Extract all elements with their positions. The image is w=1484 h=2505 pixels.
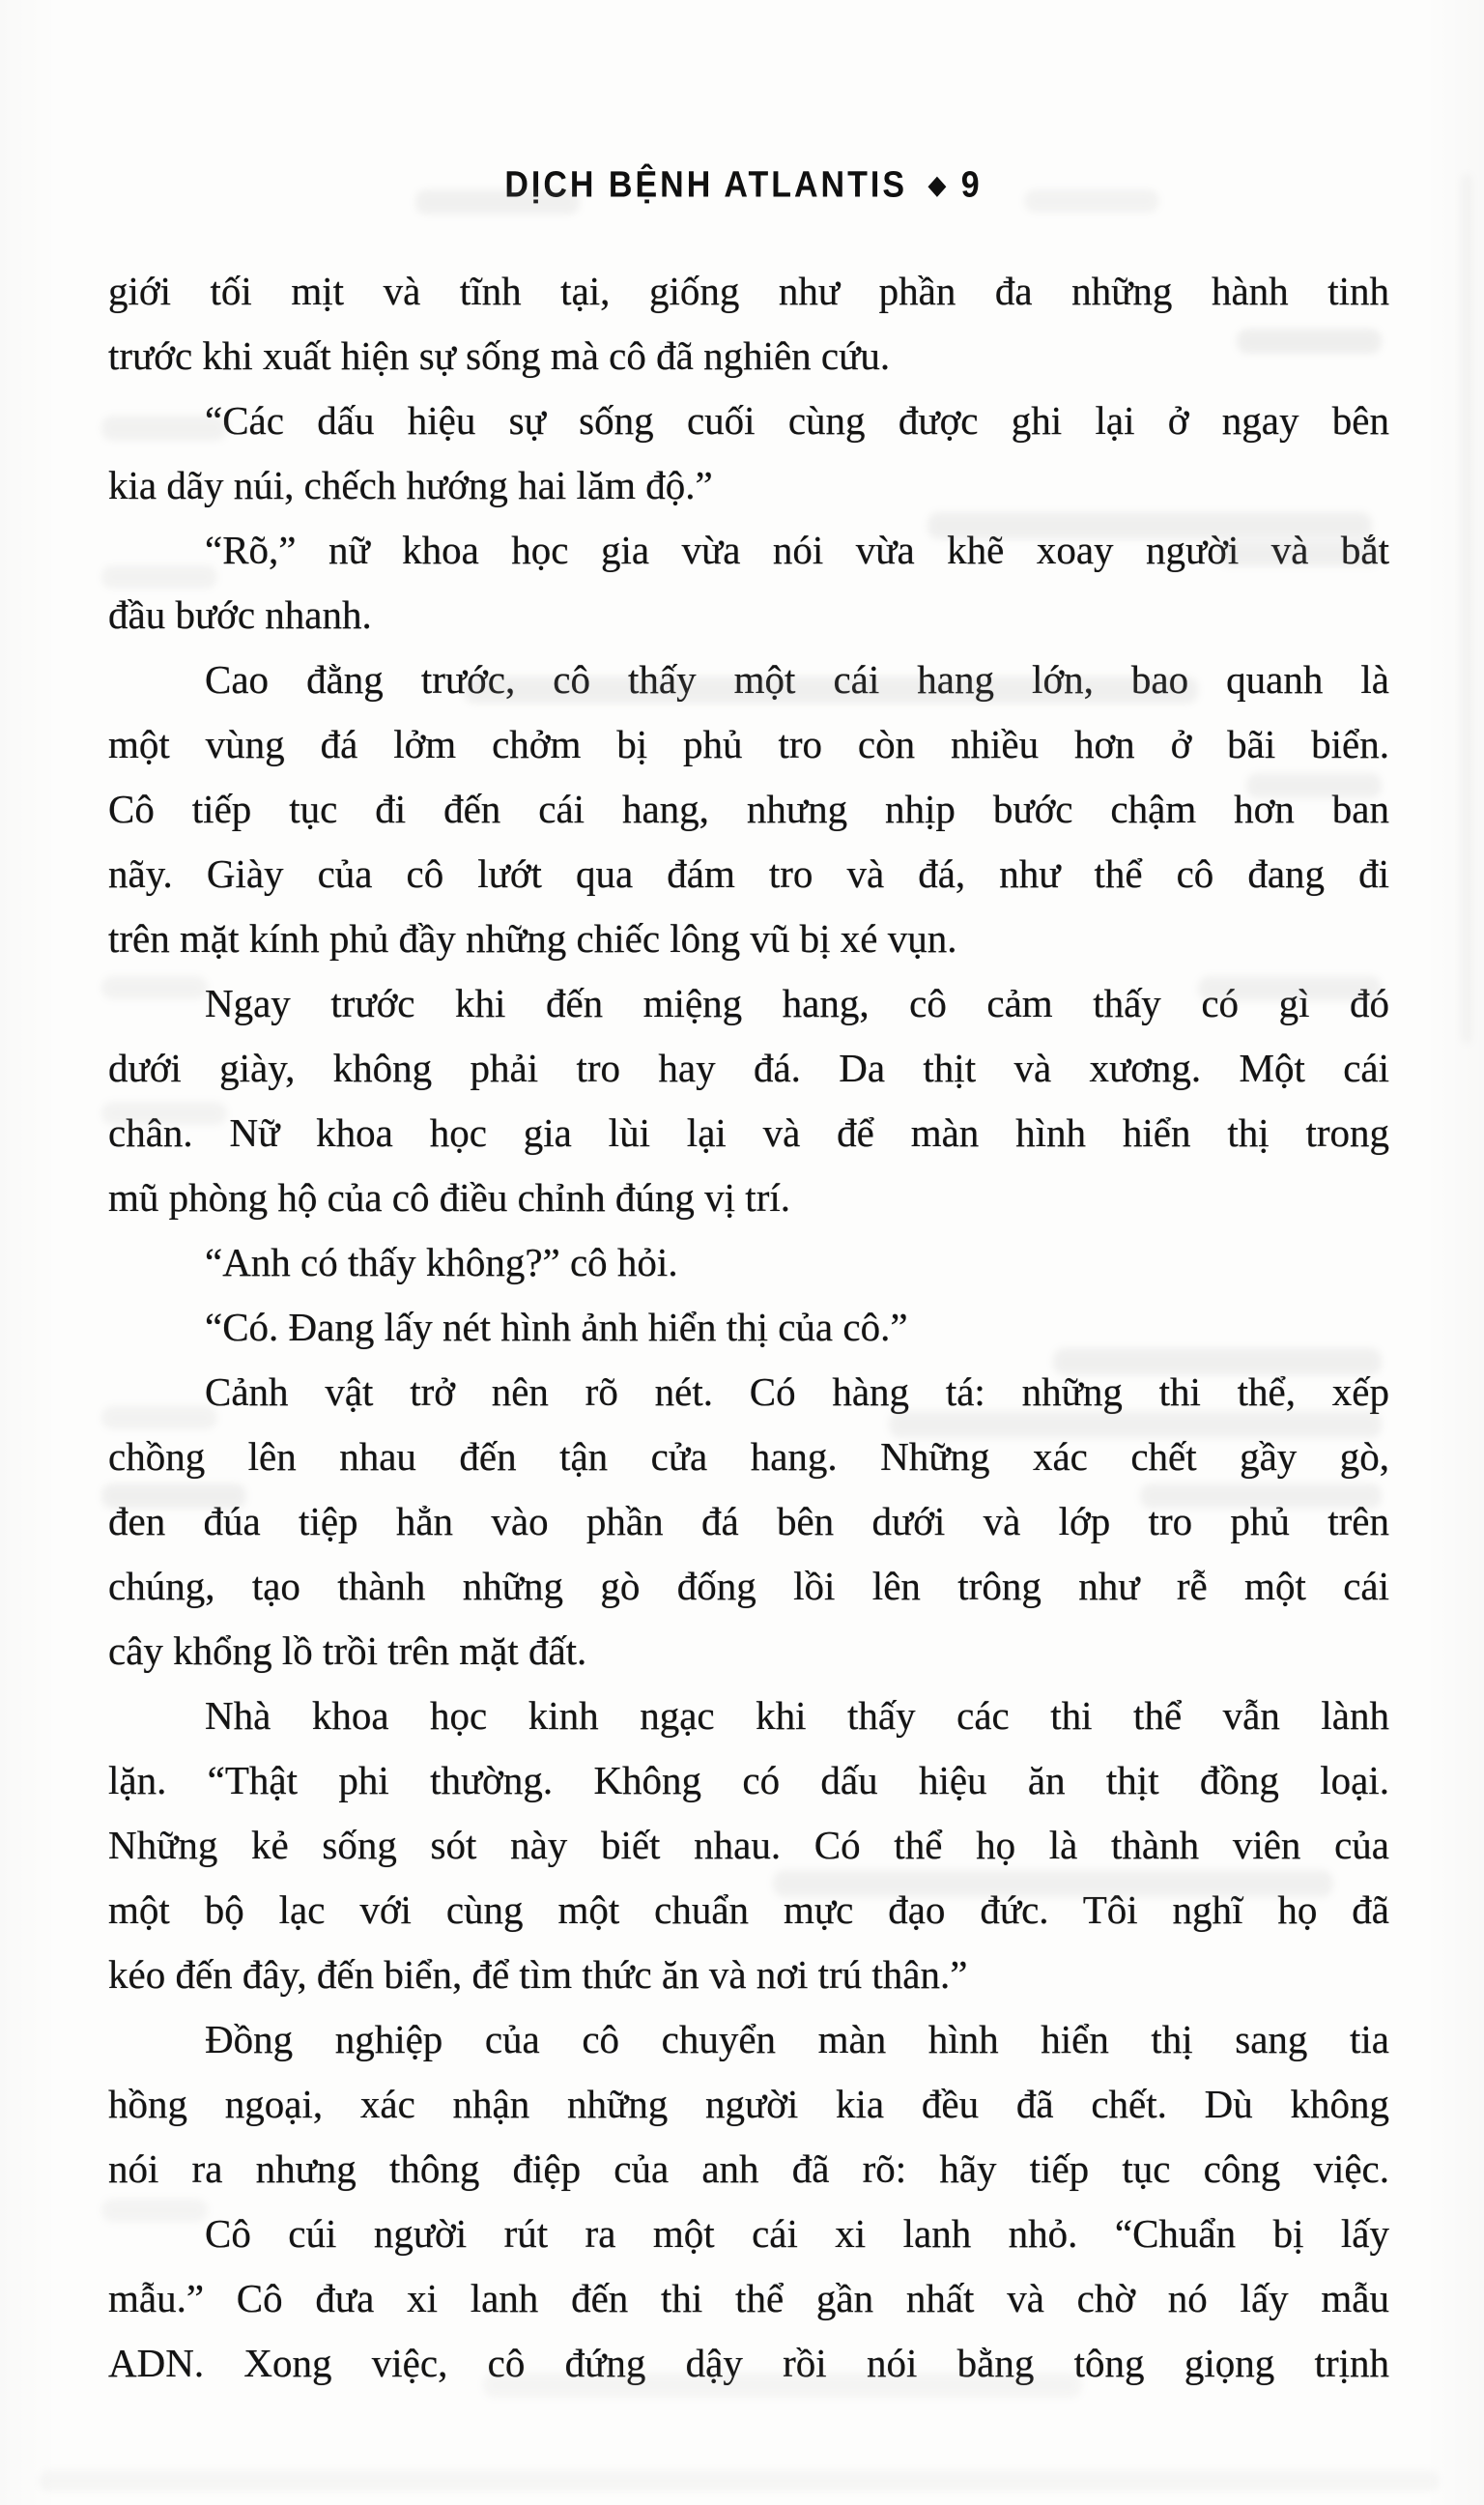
text-line: đầu bước nhanh.: [108, 592, 372, 637]
text-line: chồng lên nhau đến tận cửa hang. Những xác chết gầy gò,: [108, 1434, 1389, 1479]
text-line: chúng, tạo thành những gò đống lồi lên trông như rễ một cái: [108, 1564, 1389, 1608]
text-line: một bộ lạc với cùng một chuẩn mực đạo đức. Tôi nghĩ họ đã: [108, 1887, 1389, 1932]
running-header: [0, 164, 1484, 207]
text-line: kéo đến đây, đến biển, để tìm thức ăn và nơi trú thân.”: [108, 1952, 968, 1997]
text-line: Nhà khoa học kinh ngạc khi thấy các thi thể vẫn lành: [205, 1693, 1389, 1738]
text-line: trước khi xuất hiện sự sống mà cô đã nghiên cứu.: [108, 333, 891, 378]
text-line: “Có. Đang lấy nét hình ảnh hiển thị của cô.”: [205, 1305, 908, 1349]
page-body: [108, 259, 1389, 2396]
text-line: Cao đằng trước, cô thấy một cái hang lớn, bao quanh là: [205, 657, 1389, 702]
text-line: một vùng đá lởm chởm bị phủ tro còn nhiều hơn ở bãi biển.: [108, 722, 1389, 766]
text-line: chân. Nữ khoa học gia lùi lại và để màn hình hiển thị trong: [108, 1110, 1389, 1155]
text-line: “Anh có thấy không?” cô hỏi.: [205, 1240, 678, 1284]
text-line: Đồng nghiệp của cô chuyển màn hình hiển thị sang tia: [205, 2017, 1389, 2061]
text-line: ADN. Xong việc, cô đứng dậy rồi nói bằng tông giọng trịnh: [108, 2341, 1389, 2385]
text-line: kia dãy núi, chếch hướng hai lăm độ.”: [108, 463, 713, 507]
diamond-separator-icon: ◆: [928, 170, 946, 199]
text-line: Cảnh vật trở nên rõ nét. Có hàng tá: những thi thể, xếp: [205, 1369, 1389, 1414]
text-line: Những kẻ sống sót này biết nhau. Có thể họ là thành viên của: [108, 1823, 1389, 1867]
show-through-artifact: [1461, 174, 1472, 1044]
text-line: giới tối mịt và tĩnh tại, giống như phần đa những hành tinh: [108, 269, 1389, 313]
text-line: dưới giày, không phải tro hay đá. Da thịt và xương. Một cái: [108, 1046, 1389, 1090]
show-through-artifact: [39, 2470, 1440, 2491]
page-number: 9: [960, 163, 980, 206]
text-line: lặn. “Thật phi thường. Không có dấu hiệu ăn thịt đồng loại.: [108, 1758, 1389, 1802]
text-line: mũ phòng hộ của cô điều chỉnh đúng vị trí.: [108, 1175, 790, 1220]
text-line: đen đúa tiệp hẳn vào phần đá bên dưới và lớp tro phủ trên: [108, 1499, 1389, 1543]
text-line: mẫu.” Cô đưa xi lanh đến thi thể gần nhất và chờ nó lấy mẫu: [108, 2276, 1389, 2320]
book-title: DỊCH BỆNH ATLANTIS: [504, 163, 908, 206]
text-line: “Các dấu hiệu sự sống cuối cùng được ghi lại ở ngay bên: [205, 398, 1389, 443]
text-line: “Rõ,” nữ khoa học gia vừa nói vừa khẽ xoay người và bắt: [205, 528, 1389, 572]
text-line: hồng ngoại, xác nhận những người kia đều đã chết. Dù không: [108, 2082, 1389, 2126]
text-line: trên mặt kính phủ đầy những chiếc lông vũ bị xé vụn.: [108, 916, 957, 961]
text-line: nãy. Giày của cô lướt qua đám tro và đá, như thể cô đang đi: [108, 851, 1389, 896]
text-line: cây khổng lồ trồi trên mặt đất.: [108, 1628, 587, 1673]
text-line: Ngay trước khi đến miệng hang, cô cảm thấy có gì đó: [205, 981, 1389, 1025]
text-line: Cô cúi người rút ra một cái xi lanh nhỏ. “Chuẩn bị lấy: [205, 2211, 1389, 2256]
text-line: nói ra nhưng thông điệp của anh đã rõ: hãy tiếp tục công việc.: [108, 2146, 1389, 2191]
text-line: Cô tiếp tục đi đến cái hang, nhưng nhịp bước chậm hơn ban: [108, 787, 1389, 831]
